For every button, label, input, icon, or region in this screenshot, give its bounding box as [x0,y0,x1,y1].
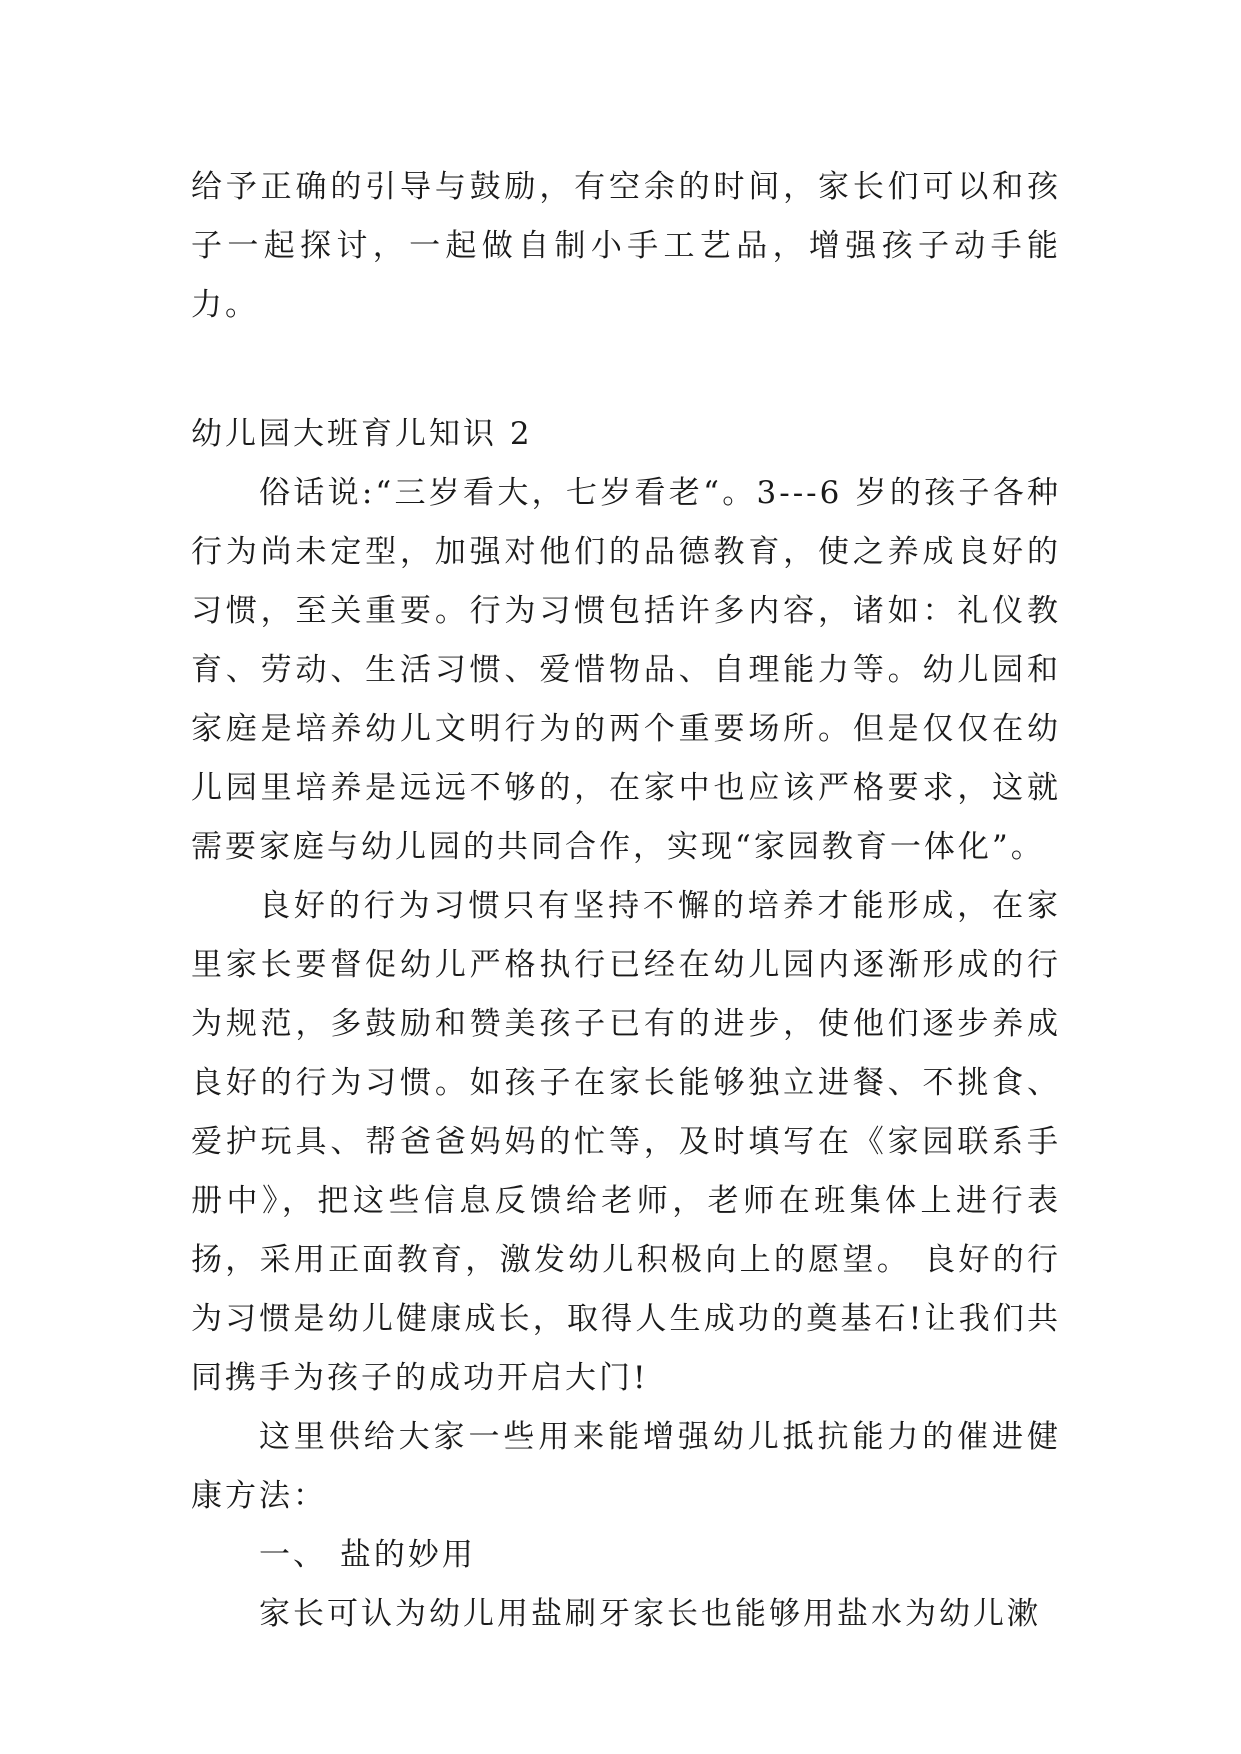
section-title: 幼儿园大班育儿知识 2 [191,416,533,452]
continued-paragraph: 给予正确的引导与鼓励，有空余的时间，家长们可以和孩子一起探讨，一起做自制小手工艺品，增强孩子动手能力。 [191,169,1061,323]
document-body [191,158,1061,1644]
paragraph-salt: 家长可认为幼儿用盐刷牙家长也能够用盐水为幼儿漱 [259,1596,1041,1632]
paragraph-health-methods: 这里供给大家一些用来能增强幼儿抵抗能力的催进健康方法： [191,1419,1061,1514]
paragraph-habits: 良好的行为习惯只有坚持不懈的培养才能形成，在家里家长要督促幼儿严格执行已经在幼儿园内逐渐形成的行为规范，多鼓励和赞美孩子已有的进步，使他们逐步养成良好的行为习惯。如孩子在家长能够独立进餐、不挑食、爱护玩具、帮爸爸妈妈的忙等，及时填写在《家园联系手册中》，把这些信息反馈给老师，老师在班集体上进行表扬，采用正面教育，激发幼儿积极向上的愿望。 良好的行为习惯是幼儿健康成长，取得人生成功的奠基石!让我们共同携手为孩子的成功开启大门! [191,888,1061,1396]
paragraph-proverb: 俗话说:“三岁看大，七岁看老“。3---6 岁的孩子各种行为尚未定型，加强对他们的品德教育，使之养成良好的习惯，至关重要。行为习惯包括许多内容，诸如：礼仪教育、劳动、生活习惯、爱惜物品、自理能力等。幼儿园和家庭是培养幼儿文明行为的两个重要场所。但是仅仅在幼儿园里培养是远远不够的，在家中也应该严格要求，这就需要家庭与幼儿园的共同合作，实现“家园教育一体化”。 [191,475,1061,865]
list-heading-salt: 一、 盐的妙用 [259,1537,476,1573]
